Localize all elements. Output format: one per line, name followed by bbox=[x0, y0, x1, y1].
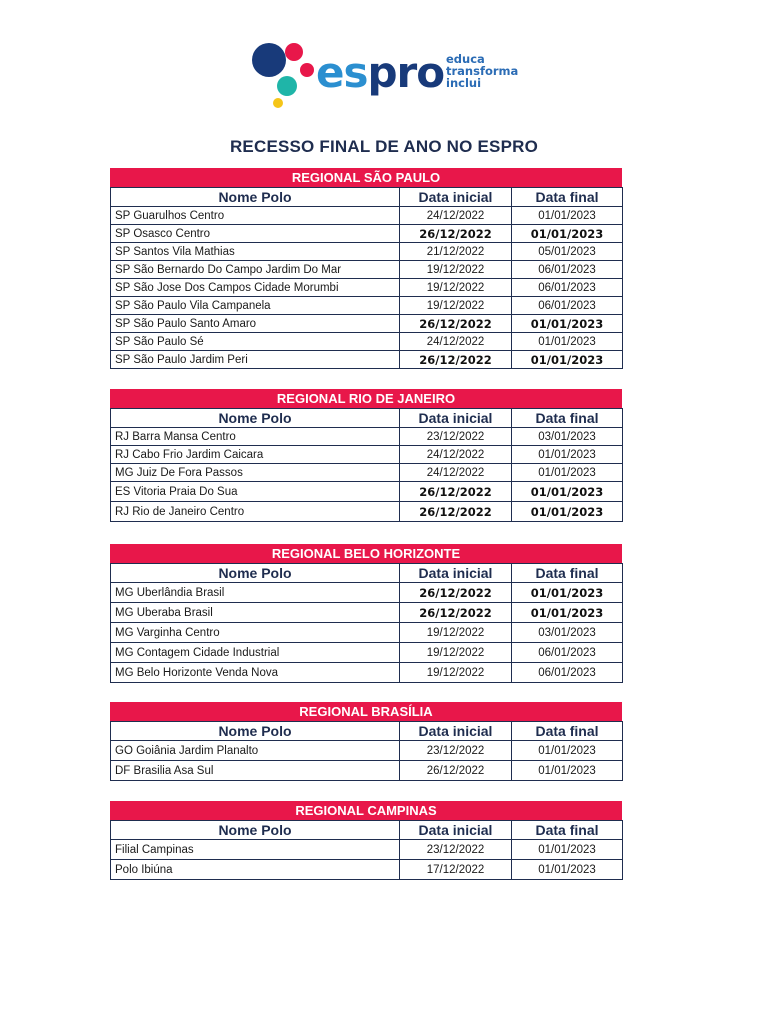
col-header-start: Data inicial bbox=[400, 409, 512, 428]
table-header-row bbox=[111, 821, 623, 840]
espro-logo bbox=[250, 40, 530, 112]
cell-end: 01/01/2023 bbox=[512, 207, 623, 225]
cell-end: 01/01/2023 bbox=[512, 482, 623, 502]
cell-start: 19/12/2022 bbox=[400, 623, 512, 643]
table-row bbox=[111, 482, 623, 502]
region-campinas bbox=[110, 801, 622, 880]
col-header-end: Data final bbox=[512, 409, 623, 428]
cell-end: 06/01/2023 bbox=[512, 643, 623, 663]
col-header-end: Data final bbox=[512, 188, 623, 207]
col-header-start: Data inicial bbox=[400, 722, 512, 741]
region-header: REGIONAL CAMPINAS bbox=[110, 801, 622, 820]
region-table bbox=[110, 820, 623, 880]
table-row bbox=[111, 464, 623, 482]
col-header-end: Data final bbox=[512, 722, 623, 741]
col-header-polo: Nome Polo bbox=[111, 722, 400, 741]
cell-start: 26/12/2022 bbox=[400, 225, 512, 243]
cell-start: 26/12/2022 bbox=[400, 351, 512, 369]
cell-polo: MG Varginha Centro bbox=[111, 623, 400, 643]
cell-end: 01/01/2023 bbox=[512, 464, 623, 482]
cell-polo: SP São Bernardo Do Campo Jardim Do Mar bbox=[111, 261, 400, 279]
col-header-end: Data final bbox=[512, 821, 623, 840]
table-row bbox=[111, 351, 623, 369]
cell-end: 05/01/2023 bbox=[512, 243, 623, 261]
cell-start: 26/12/2022 bbox=[400, 603, 512, 623]
table-header-row bbox=[111, 188, 623, 207]
table-header-row bbox=[111, 722, 623, 741]
region-table bbox=[110, 721, 623, 781]
table-row bbox=[111, 623, 623, 643]
table-row bbox=[111, 243, 623, 261]
cell-start: 26/12/2022 bbox=[400, 482, 512, 502]
cell-start: 24/12/2022 bbox=[400, 207, 512, 225]
cell-end: 01/01/2023 bbox=[512, 761, 623, 781]
table-row bbox=[111, 261, 623, 279]
cell-polo: MG Juiz De Fora Passos bbox=[111, 464, 400, 482]
region-rio-de-janeiro bbox=[110, 389, 622, 522]
cell-polo: SP São Paulo Jardim Peri bbox=[111, 351, 400, 369]
region-table bbox=[110, 408, 623, 522]
cell-start: 19/12/2022 bbox=[400, 297, 512, 315]
cell-polo: GO Goiânia Jardim Planalto bbox=[111, 741, 400, 761]
cell-end: 03/01/2023 bbox=[512, 623, 623, 643]
region-belo-horizonte bbox=[110, 544, 622, 683]
cell-start: 24/12/2022 bbox=[400, 446, 512, 464]
cell-start: 21/12/2022 bbox=[400, 243, 512, 261]
cell-polo: SP São Paulo Santo Amaro bbox=[111, 315, 400, 333]
cell-end: 01/01/2023 bbox=[512, 741, 623, 761]
region-table bbox=[110, 187, 623, 369]
table-row bbox=[111, 333, 623, 351]
table-header-row bbox=[111, 409, 623, 428]
cell-start: 24/12/2022 bbox=[400, 333, 512, 351]
cell-polo: SP São Paulo Vila Campanela bbox=[111, 297, 400, 315]
cell-start: 26/12/2022 bbox=[400, 315, 512, 333]
region-table bbox=[110, 563, 623, 683]
cell-end: 06/01/2023 bbox=[512, 663, 623, 683]
table-row bbox=[111, 315, 623, 333]
cell-end: 01/01/2023 bbox=[512, 860, 623, 880]
cell-polo: SP Osasco Centro bbox=[111, 225, 400, 243]
cell-start: 26/12/2022 bbox=[400, 502, 512, 522]
col-header-start: Data inicial bbox=[400, 188, 512, 207]
region-header: REGIONAL RIO DE JANEIRO bbox=[110, 389, 622, 408]
cell-polo: Polo Ibiúna bbox=[111, 860, 400, 880]
cell-end: 01/01/2023 bbox=[512, 583, 623, 603]
cell-end: 06/01/2023 bbox=[512, 261, 623, 279]
cell-polo: MG Uberaba Brasil bbox=[111, 603, 400, 623]
page-title: RECESSO FINAL DE ANO NO ESPRO bbox=[229, 137, 539, 156]
col-header-start: Data inicial bbox=[400, 821, 512, 840]
col-header-polo: Nome Polo bbox=[111, 188, 400, 207]
table-row bbox=[111, 502, 623, 522]
cell-start: 23/12/2022 bbox=[400, 840, 512, 860]
table-row bbox=[111, 297, 623, 315]
cell-start: 17/12/2022 bbox=[400, 860, 512, 880]
logo-wordmark: espro bbox=[316, 48, 445, 97]
cell-start: 24/12/2022 bbox=[400, 464, 512, 482]
cell-polo: RJ Barra Mansa Centro bbox=[111, 428, 400, 446]
table-row bbox=[111, 860, 623, 880]
logo-tagline: educa transforma inclui bbox=[446, 52, 519, 90]
table-header-row bbox=[111, 564, 623, 583]
table-row bbox=[111, 279, 623, 297]
cell-polo: SP Guarulhos Centro bbox=[111, 207, 400, 225]
cell-polo: SP Santos Vila Mathias bbox=[111, 243, 400, 261]
cell-polo: MG Uberlândia Brasil bbox=[111, 583, 400, 603]
col-header-start: Data inicial bbox=[400, 564, 512, 583]
table-row bbox=[111, 741, 623, 761]
cell-polo: MG Belo Horizonte Venda Nova bbox=[111, 663, 400, 683]
table-row bbox=[111, 225, 623, 243]
cell-start: 23/12/2022 bbox=[400, 428, 512, 446]
table-row bbox=[111, 446, 623, 464]
col-header-polo: Nome Polo bbox=[111, 409, 400, 428]
col-header-polo: Nome Polo bbox=[111, 821, 400, 840]
col-header-end: Data final bbox=[512, 564, 623, 583]
cell-end: 01/01/2023 bbox=[512, 502, 623, 522]
table-row bbox=[111, 761, 623, 781]
cell-end: 01/01/2023 bbox=[512, 446, 623, 464]
cell-polo: RJ Cabo Frio Jardim Caicara bbox=[111, 446, 400, 464]
region-brasilia bbox=[110, 702, 622, 781]
cell-end: 01/01/2023 bbox=[512, 225, 623, 243]
table-row bbox=[111, 583, 623, 603]
cell-end: 01/01/2023 bbox=[512, 840, 623, 860]
logo-dots-icon bbox=[250, 40, 320, 112]
table-row bbox=[111, 840, 623, 860]
cell-start: 26/12/2022 bbox=[400, 583, 512, 603]
cell-end: 01/01/2023 bbox=[512, 351, 623, 369]
cell-polo: SP São Paulo Sé bbox=[111, 333, 400, 351]
col-header-polo: Nome Polo bbox=[111, 564, 400, 583]
cell-end: 03/01/2023 bbox=[512, 428, 623, 446]
table-row bbox=[111, 207, 623, 225]
cell-end: 01/01/2023 bbox=[512, 315, 623, 333]
table-row bbox=[111, 643, 623, 663]
cell-start: 26/12/2022 bbox=[400, 761, 512, 781]
cell-polo: DF Brasilia Asa Sul bbox=[111, 761, 400, 781]
table-row bbox=[111, 663, 623, 683]
cell-polo: Filial Campinas bbox=[111, 840, 400, 860]
table-row bbox=[111, 603, 623, 623]
region-header: REGIONAL SÃO PAULO bbox=[110, 168, 622, 187]
cell-start: 19/12/2022 bbox=[400, 261, 512, 279]
cell-polo: MG Contagem Cidade Industrial bbox=[111, 643, 400, 663]
cell-end: 06/01/2023 bbox=[512, 297, 623, 315]
cell-end: 06/01/2023 bbox=[512, 279, 623, 297]
cell-polo: SP São Jose Dos Campos Cidade Morumbi bbox=[111, 279, 400, 297]
cell-start: 19/12/2022 bbox=[400, 643, 512, 663]
region-sao-paulo bbox=[110, 168, 622, 369]
cell-end: 01/01/2023 bbox=[512, 333, 623, 351]
cell-polo: RJ Rio de Janeiro Centro bbox=[111, 502, 400, 522]
cell-start: 19/12/2022 bbox=[400, 663, 512, 683]
region-header: REGIONAL BELO HORIZONTE bbox=[110, 544, 622, 563]
table-row bbox=[111, 428, 623, 446]
region-header: REGIONAL BRASÍLIA bbox=[110, 702, 622, 721]
cell-start: 23/12/2022 bbox=[400, 741, 512, 761]
cell-start: 19/12/2022 bbox=[400, 279, 512, 297]
cell-polo: ES Vitoria Praia Do Sua bbox=[111, 482, 400, 502]
cell-end: 01/01/2023 bbox=[512, 603, 623, 623]
